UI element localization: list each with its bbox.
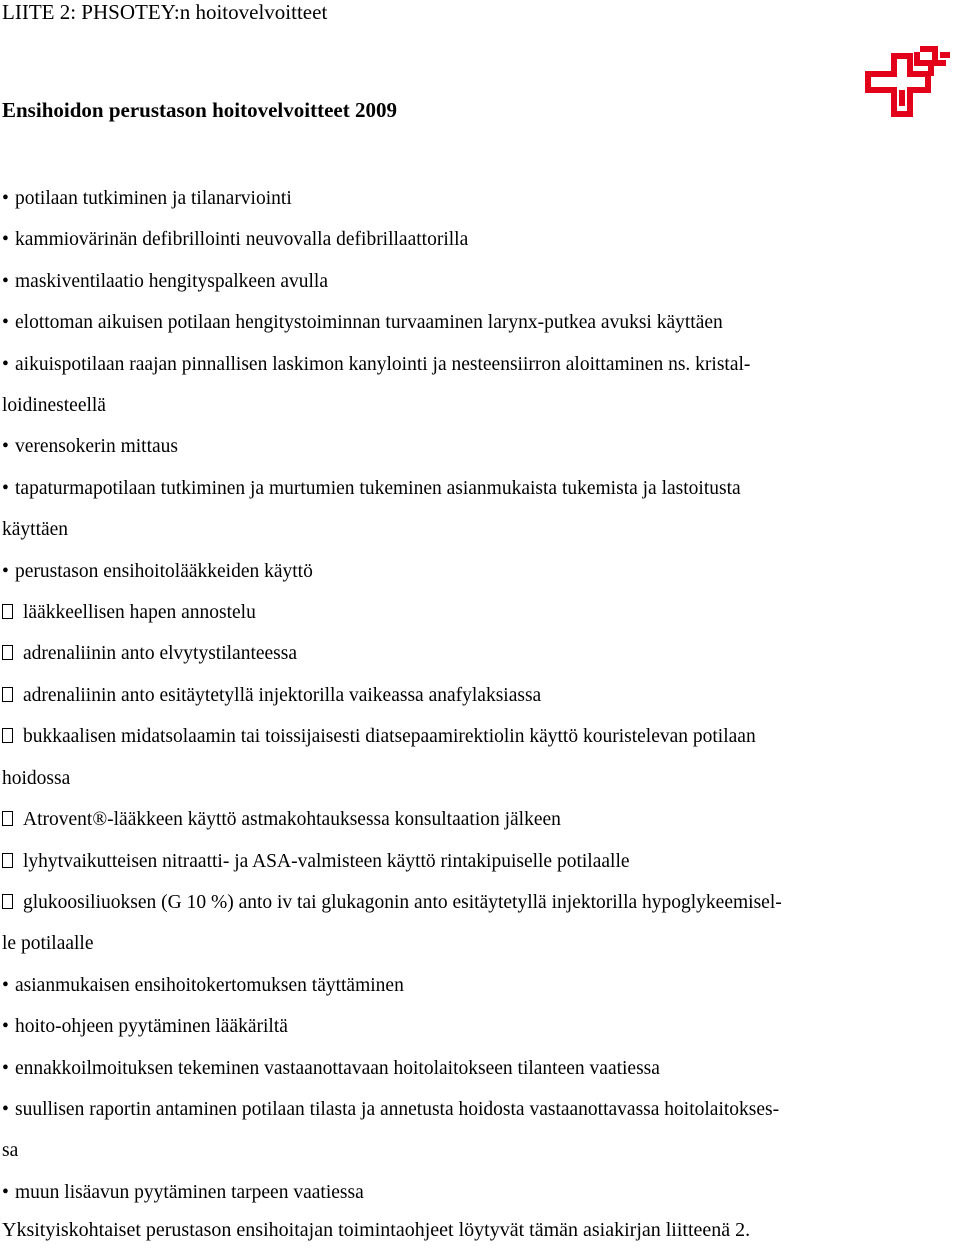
bullet-icon: • [2,1098,9,1120]
list-item [2,1006,958,1047]
list-item [2,1048,958,1089]
checkbox-glyph-icon [2,645,13,660]
list-item-text: elottoman aikuisen potilaan hengitystoiminnan turvaaminen larynx-putkea avuksi käyttäen [15,312,723,334]
list-item-text: ennakkoilmoituksen tekeminen vastaanottavaan hoitolaitokseen tilanteen vaatiessa [15,1057,660,1079]
list-item-continuation [2,509,958,550]
list-item-line [2,592,958,633]
list-item-line [2,1006,958,1047]
bullet-icon: • [2,1057,9,1079]
list-item-text: hoito-ohjeen pyytäminen lääkäriltä [15,1016,288,1038]
bullet-icon: • [2,353,9,375]
list-item [2,344,958,427]
list-item-text: suullisen raportin antaminen potilaan tilasta ja annetusta hoidosta vastaanottavassa hoitolaitokses- [15,1098,780,1120]
list-item-line [2,1172,958,1213]
list-item [2,799,958,840]
checkbox-glyph-icon [2,728,13,743]
footnote: Yksityiskohtaiset perustason ensihoitajan toimintaohjeet löytyvät tämän asiakirjan liitteenä 2. [2,1219,751,1241]
list-item [2,261,958,302]
list-item [2,716,958,799]
list-item [2,882,958,965]
list-item-line [2,633,958,674]
list-item-text: sa [2,1140,19,1162]
list-item-text: Atrovent®-lääkkeen käyttö astmakohtauksessa konsultaation jälkeen [23,809,561,831]
list-item-line [2,302,958,343]
list-item-text: maskiventilaatio hengityspalkeen avulla [15,270,328,292]
list-item [2,841,958,882]
bullet-icon: • [2,312,9,334]
list-item [2,675,958,716]
bullet-icon: • [2,270,9,292]
list-item-text: kammiovärinän defibrillointi neuvovalla defibrillaattorilla [15,229,469,251]
bullet-icon: • [2,188,9,209]
red-cross-logo-icon [862,42,952,120]
list-item-text: bukkaalisen midatsolaamin tai toissijaisesti diatsepaamirektiolin käyttö kouristelevan potilaan [23,726,756,748]
list-item [2,178,958,219]
list-item [2,468,958,551]
list-item [2,302,958,343]
list-item [2,1172,958,1213]
list-item-text: le potilaalle [2,933,94,955]
list-item-text: muun lisäavun pyytäminen tarpeen vaatiessa [15,1181,364,1203]
checkbox-glyph-icon [2,604,13,619]
list-item-text: loidinesteellä [2,395,106,417]
bullet-icon: • [2,436,9,458]
list-item [2,219,958,260]
document-title: Ensihoidon perustason hoitovelvoitteet 2009 [2,98,397,122]
list-item-line [2,841,958,882]
list-item-continuation [2,923,958,964]
bullet-icon: • [2,477,9,499]
bullet-icon: • [2,229,9,251]
list-item-line [2,551,958,592]
list-item-line [2,468,958,509]
list-item-line [2,882,958,923]
bullet-icon: • [2,1016,9,1038]
checkbox-glyph-icon [2,894,13,909]
list-item-text: potilaan tutkiminen ja tilanarviointi [15,188,292,209]
list-item-text: perustason ensihoitolääkkeiden käyttö [15,560,313,582]
list-item-text: käyttäen [2,519,69,541]
list-item-text: adrenaliinin anto elvytystilanteessa [23,643,297,665]
bullet-icon: • [2,560,9,582]
list-item [2,965,958,1006]
checkbox-glyph-icon [2,687,13,702]
list-item-line [2,1089,958,1130]
list-item-line [2,1048,958,1089]
list-item [2,551,958,592]
list-item-text: tapaturmapotilaan tutkiminen ja murtumien tukeminen asianmukaista tukemista ja lastoitusta [15,477,741,499]
list-item-text: verensokerin mittaus [15,436,178,458]
checkbox-glyph-icon [2,811,13,826]
list-item-line [2,344,958,385]
list-item-text: lääkkeellisen hapen annostelu [23,602,256,624]
bullet-icon: • [2,1181,9,1203]
list-item-line [2,261,958,302]
care-duties-list [2,178,958,1213]
list-item [2,592,958,633]
list-item-continuation [2,385,958,426]
list-item-continuation [2,758,958,799]
list-item-continuation [2,1130,958,1171]
list-item-text: adrenaliinin anto esitäytetyllä injektorilla vaikeassa anafylaksiassa [23,684,542,706]
list-item [2,633,958,674]
list-item-text: lyhytvaikutteisen nitraatti- ja ASA-valmisteen käyttö rintakipuiselle potilaalle [23,850,630,872]
bullet-icon: • [2,974,9,996]
list-item-line [2,675,958,716]
list-item-line [2,178,958,219]
list-item-text: asianmukaisen ensihoitokertomuksen täyttäminen [15,974,404,996]
appendix-title: LIITE 2: PHSOTEY:n hoitovelvoitteet [2,0,328,24]
checkbox-glyph-icon [2,853,13,868]
list-item-line [2,716,958,757]
list-item-line [2,965,958,1006]
list-item-line [2,799,958,840]
list-item-text: hoidossa [2,767,71,789]
list-item-line [2,426,958,467]
list-item [2,426,958,467]
list-item-text: aikuispotilaan raajan pinnallisen laskimon kanylointi ja nesteensiirron aloittaminen ns. kristal- [15,353,751,375]
list-item [2,1089,958,1172]
list-item-text: glukoosiliuoksen (G 10 %) anto iv tai glukagonin anto esitäytetyllä injektorilla hypoglykeemisel- [23,891,782,913]
list-item-line [2,219,958,260]
